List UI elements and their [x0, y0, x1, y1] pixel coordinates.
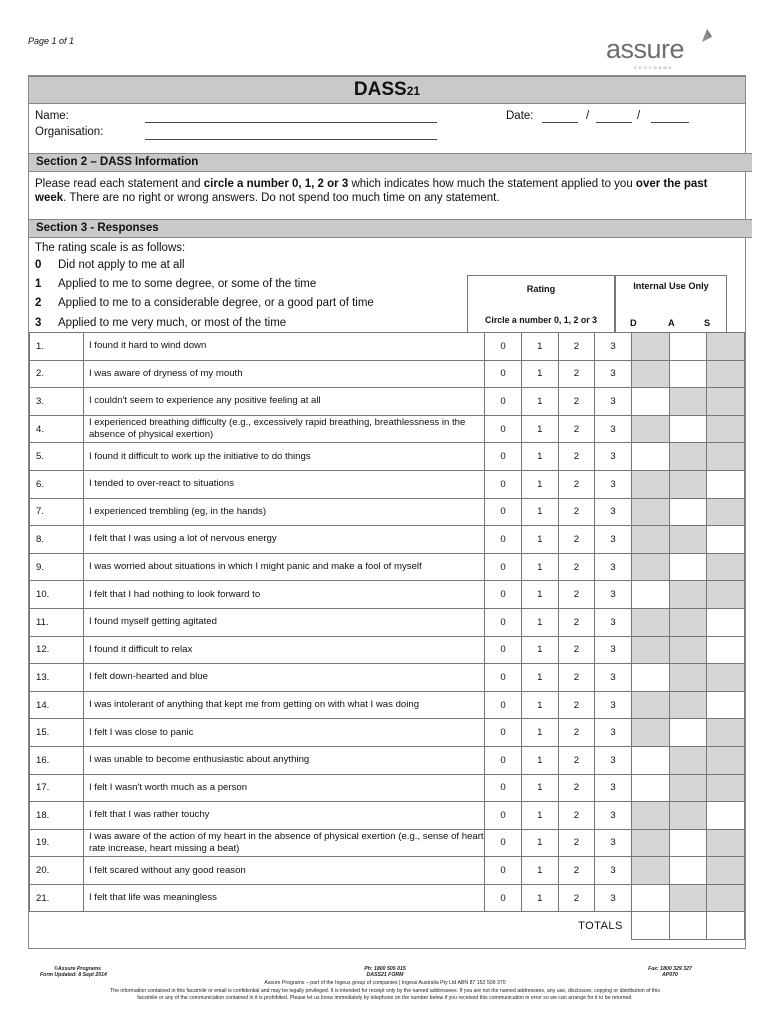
rating-header: Rating Circle a number 0, 1, 2 or 3	[467, 275, 615, 333]
internal-use-cell-s	[707, 857, 745, 885]
internal-use-cell-a	[669, 884, 707, 912]
item-number: 20.	[30, 857, 84, 885]
rating-option-0[interactable]: 0	[485, 360, 522, 388]
date-month-input[interactable]	[596, 122, 632, 123]
table-row	[30, 333, 745, 361]
item-number: 21.	[30, 884, 84, 912]
rating-option-1[interactable]: 1	[521, 498, 558, 526]
table-row	[30, 470, 745, 498]
name-label: Name:	[35, 110, 69, 122]
rating-option-1[interactable]: 1	[521, 443, 558, 471]
rating-option-3[interactable]: 3	[595, 470, 632, 498]
table-row	[30, 719, 745, 747]
totals-label: TOTALS	[578, 920, 623, 933]
internal-use-cell-a	[669, 333, 707, 361]
date-label: Date:	[506, 110, 534, 122]
internal-use-cell-d	[631, 636, 669, 664]
rating-option-2[interactable]: 2	[558, 581, 595, 609]
rating-option-0[interactable]: 0	[485, 443, 522, 471]
item-number: 2.	[30, 360, 84, 388]
rating-option-2[interactable]: 2	[558, 719, 595, 747]
rating-option-2[interactable]: 2	[558, 664, 595, 692]
rating-option-3[interactable]: 3	[595, 526, 632, 554]
item-statement: I felt scared without any good reason	[83, 857, 484, 885]
internal-use-cell-a	[669, 829, 707, 857]
internal-use-cell-d	[631, 857, 669, 885]
rating-option-3[interactable]: 3	[595, 884, 632, 912]
internal-use-cell-s	[707, 802, 745, 830]
internal-use-cell-s	[707, 415, 745, 443]
item-statement: I was unable to become enthusiastic about anything	[83, 746, 484, 774]
internal-use-cell-a	[669, 526, 707, 554]
scale-item-2: 2 Applied to me to a considerable degree, or a good part of time	[35, 297, 374, 309]
item-statement: I was worried about situations in which I might panic and make a fool of myself	[83, 553, 484, 581]
rating-option-0[interactable]: 0	[485, 553, 522, 581]
rating-option-0[interactable]: 0	[485, 691, 522, 719]
responses-table	[29, 332, 745, 940]
table-row	[30, 884, 745, 912]
rating-option-3[interactable]: 3	[595, 581, 632, 609]
internal-use-cell-d	[631, 691, 669, 719]
col-s: S	[704, 318, 711, 328]
table-row	[30, 746, 745, 774]
item-number: 4.	[30, 415, 84, 443]
rating-option-0[interactable]: 0	[485, 884, 522, 912]
internal-use-cell-a	[669, 719, 707, 747]
internal-use-cell-s	[707, 470, 745, 498]
rating-option-1[interactable]: 1	[521, 581, 558, 609]
total-cell-s	[707, 912, 745, 940]
internal-use-cell-a	[669, 498, 707, 526]
internal-use-cell-s	[707, 498, 745, 526]
internal-use-cell-d	[631, 608, 669, 636]
rating-option-2[interactable]: 2	[558, 636, 595, 664]
rating-option-1[interactable]: 1	[521, 802, 558, 830]
rating-option-1[interactable]: 1	[521, 774, 558, 802]
rating-option-2[interactable]: 2	[558, 608, 595, 636]
table-row	[30, 802, 745, 830]
table-row	[30, 553, 745, 581]
item-number: 16.	[30, 746, 84, 774]
item-statement: I couldn't seem to experience any positive feeling at all	[83, 388, 484, 416]
table-row	[30, 498, 745, 526]
internal-use-cell-d	[631, 774, 669, 802]
rating-option-3[interactable]: 3	[595, 443, 632, 471]
rating-option-2[interactable]: 2	[558, 526, 595, 554]
item-statement: I was aware of the action of my heart in the absence of physical exertion (e.g., sense of heart rate increase, heart missing a beat)	[83, 829, 484, 857]
organisation-input[interactable]	[145, 139, 437, 140]
internal-use-cell-s	[707, 774, 745, 802]
table-row	[30, 608, 745, 636]
rating-option-3[interactable]: 3	[595, 746, 632, 774]
rating-option-1[interactable]: 1	[521, 553, 558, 581]
rating-option-2[interactable]: 2	[558, 388, 595, 416]
rating-option-0[interactable]: 0	[485, 333, 522, 361]
item-number: 13.	[30, 664, 84, 692]
internal-use-cell-a	[669, 746, 707, 774]
rating-option-0[interactable]: 0	[485, 526, 522, 554]
table-row	[30, 388, 745, 416]
rating-option-1[interactable]: 1	[521, 388, 558, 416]
rating-option-2[interactable]: 2	[558, 443, 595, 471]
item-statement: I found it hard to wind down	[83, 333, 484, 361]
internal-use-cell-d	[631, 884, 669, 912]
logo-tagline: PROGRAMS	[634, 65, 674, 70]
rating-option-0[interactable]: 0	[485, 829, 522, 857]
rating-option-0[interactable]: 0	[485, 774, 522, 802]
internal-use-cell-s	[707, 884, 745, 912]
rating-option-0[interactable]: 0	[485, 636, 522, 664]
rating-option-0[interactable]: 0	[485, 746, 522, 774]
item-statement: I tended to over-react to situations	[83, 470, 484, 498]
rating-option-1[interactable]: 1	[521, 719, 558, 747]
name-input[interactable]	[145, 122, 437, 123]
rating-option-3[interactable]: 3	[595, 691, 632, 719]
rating-option-2[interactable]: 2	[558, 829, 595, 857]
table-row	[30, 636, 745, 664]
internal-use-cell-s	[707, 388, 745, 416]
rating-option-3[interactable]: 3	[595, 333, 632, 361]
internal-use-cell-s	[707, 691, 745, 719]
rating-option-2[interactable]: 2	[558, 774, 595, 802]
rating-option-3[interactable]: 3	[595, 360, 632, 388]
internal-use-cell-d	[631, 719, 669, 747]
internal-use-cell-a	[669, 636, 707, 664]
date-year-input[interactable]	[651, 122, 689, 123]
rating-option-0[interactable]: 0	[485, 608, 522, 636]
rating-option-2[interactable]: 2	[558, 470, 595, 498]
table-row	[30, 691, 745, 719]
internal-use-cell-a	[669, 415, 707, 443]
internal-use-cell-d	[631, 802, 669, 830]
internal-use-cell-s	[707, 333, 745, 361]
item-number: 18.	[30, 802, 84, 830]
leaf-icon	[700, 28, 714, 44]
internal-use-cell-d	[631, 388, 669, 416]
date-separator: /	[586, 110, 590, 122]
footer-company: Assure Programs – part of the Ingeus group of companies | Ingeus Australia Pty Ltd ABN 87 152 509 370	[264, 980, 506, 986]
rating-option-1[interactable]: 1	[521, 636, 558, 664]
internal-use-cell-d	[631, 581, 669, 609]
internal-use-header: Internal Use Only D A S	[615, 275, 727, 333]
internal-use-cell-s	[707, 636, 745, 664]
item-statement: I felt I was close to panic	[83, 719, 484, 747]
item-number: 6.	[30, 470, 84, 498]
rating-option-1[interactable]: 1	[521, 526, 558, 554]
internal-use-cell-d	[631, 664, 669, 692]
rating-option-3[interactable]: 3	[595, 802, 632, 830]
internal-use-cell-a	[669, 857, 707, 885]
section2-instructions: Please read each statement and circle a number 0, 1, 2 or 3 which indicates how much the statement applied to you over the past week. There are no right or wrong answers. Do not spend too much time on any statement.	[35, 178, 708, 204]
internal-use-cell-s	[707, 664, 745, 692]
table-row	[30, 829, 745, 857]
rating-option-3[interactable]: 3	[595, 857, 632, 885]
item-number: 10.	[30, 581, 84, 609]
rating-option-0[interactable]: 0	[485, 388, 522, 416]
rating-option-1[interactable]: 1	[521, 608, 558, 636]
rating-option-0[interactable]: 0	[485, 581, 522, 609]
scale-intro: The rating scale is as follows:	[35, 242, 186, 254]
rating-option-2[interactable]: 2	[558, 333, 595, 361]
rating-option-3[interactable]: 3	[595, 415, 632, 443]
total-cell-d	[631, 912, 669, 940]
section3-heading: Section 3 - Responses	[29, 219, 752, 238]
internal-use-cell-s	[707, 443, 745, 471]
item-number: 1.	[30, 333, 84, 361]
internal-use-cell-a	[669, 802, 707, 830]
rating-option-3[interactable]: 3	[595, 664, 632, 692]
internal-use-cell-a	[669, 691, 707, 719]
rating-option-0[interactable]: 0	[485, 719, 522, 747]
internal-use-cell-s	[707, 608, 745, 636]
rating-option-0[interactable]: 0	[485, 470, 522, 498]
rating-option-0[interactable]: 0	[485, 498, 522, 526]
rating-option-3[interactable]: 3	[595, 774, 632, 802]
item-statement: I experienced breathing difficulty (e.g., excessively rapid breathing, breathlessness in the absence of physical exertion)	[83, 415, 484, 443]
table-row	[30, 526, 745, 554]
organisation-label: Organisation:	[35, 126, 104, 138]
logo-wordmark: assure	[606, 34, 685, 64]
internal-use-cell-s	[707, 746, 745, 774]
footer-left: ©Assure Programs Form Updated: 8 Sept 2014	[40, 966, 107, 978]
rating-option-1[interactable]: 1	[521, 746, 558, 774]
internal-use-cell-s	[707, 553, 745, 581]
rating-option-1[interactable]: 1	[521, 333, 558, 361]
rating-option-3[interactable]: 3	[595, 829, 632, 857]
scale-item-1: 1 Applied to me to some degree, or some of the time	[35, 278, 317, 290]
internal-use-cell-a	[669, 470, 707, 498]
rating-option-3[interactable]: 3	[595, 719, 632, 747]
internal-use-cell-a	[669, 553, 707, 581]
footer-disclaimer-2: facsimile or any of the communication contained in it is prohibited. Please let us know immediately by telephone on the number below if you received this communication in error so we can arrange for it to be returned.	[137, 995, 633, 1001]
internal-use-cell-a	[669, 388, 707, 416]
item-statement: I felt that I was rather touchy	[83, 802, 484, 830]
internal-use-cell-a	[669, 664, 707, 692]
internal-use-cell-a	[669, 774, 707, 802]
internal-use-cell-d	[631, 443, 669, 471]
rating-option-1[interactable]: 1	[521, 691, 558, 719]
rating-option-3[interactable]: 3	[595, 498, 632, 526]
total-cell-a	[669, 912, 707, 940]
section2-heading: Section 2 – DASS Information	[29, 153, 752, 172]
page-number: Page 1 of 1	[28, 36, 75, 46]
item-statement: I was intolerant of anything that kept me from getting on with what I was doing	[83, 691, 484, 719]
footer-disclaimer-1: The information contained in this facsimile or email is confidential and may be legally privileged. It is intended for receipt only by the named addressees. If you are not the named addressees, any use, disclosure, copying or distribution of this	[110, 988, 660, 994]
internal-use-cell-s	[707, 581, 745, 609]
item-statement: I found it difficult to work up the initiative to do things	[83, 443, 484, 471]
rating-option-1[interactable]: 1	[521, 857, 558, 885]
item-statement: I felt down-hearted and blue	[83, 664, 484, 692]
rating-option-2[interactable]: 2	[558, 360, 595, 388]
rating-option-1[interactable]: 1	[521, 664, 558, 692]
item-statement: I felt I wasn't worth much as a person	[83, 774, 484, 802]
rating-option-3[interactable]: 3	[595, 608, 632, 636]
item-number: 9.	[30, 553, 84, 581]
rating-option-3[interactable]: 3	[595, 553, 632, 581]
footer-right: Fax: 1800 329 327 AP070	[648, 966, 692, 978]
internal-use-cell-a	[669, 608, 707, 636]
rating-option-1[interactable]: 1	[521, 884, 558, 912]
rating-option-2[interactable]: 2	[558, 746, 595, 774]
item-number: 19.	[30, 829, 84, 857]
internal-use-cell-s	[707, 719, 745, 747]
scale-item-0: 0 Did not apply to me at all	[35, 259, 185, 271]
internal-use-cell-d	[631, 498, 669, 526]
internal-use-cell-s	[707, 829, 745, 857]
footer-middle: Ph: 1800 505 015 DASS21 FORM	[364, 966, 406, 978]
date-separator: /	[637, 110, 641, 122]
rating-option-3[interactable]: 3	[595, 636, 632, 664]
rating-option-3[interactable]: 3	[595, 388, 632, 416]
internal-use-cell-s	[707, 360, 745, 388]
internal-use-cell-d	[631, 829, 669, 857]
internal-use-cell-d	[631, 526, 669, 554]
internal-use-cell-d	[631, 553, 669, 581]
form-frame	[28, 75, 746, 949]
table-row	[30, 360, 745, 388]
internal-use-cell-d	[631, 470, 669, 498]
table-row	[30, 857, 745, 885]
rating-option-2[interactable]: 2	[558, 691, 595, 719]
form-title: DASS21	[29, 76, 745, 104]
table-row	[30, 774, 745, 802]
rating-option-2[interactable]: 2	[558, 415, 595, 443]
internal-use-cell-s	[707, 526, 745, 554]
item-number: 17.	[30, 774, 84, 802]
item-statement: I found it difficult to relax	[83, 636, 484, 664]
table-row	[30, 664, 745, 692]
item-number: 5.	[30, 443, 84, 471]
rating-option-2[interactable]: 2	[558, 884, 595, 912]
item-statement: I found myself getting agitated	[83, 608, 484, 636]
item-number: 12.	[30, 636, 84, 664]
item-number: 14.	[30, 691, 84, 719]
item-statement: I felt that I was using a lot of nervous energy	[83, 526, 484, 554]
assure-logo	[606, 30, 716, 74]
rating-option-2[interactable]: 2	[558, 802, 595, 830]
item-number: 7.	[30, 498, 84, 526]
col-a: A	[668, 318, 675, 328]
scale-item-3: 3 Applied to me very much, or most of the time	[35, 317, 287, 329]
item-number: 15.	[30, 719, 84, 747]
item-statement: I was aware of dryness of my mouth	[83, 360, 484, 388]
item-statement: I experienced trembling (eg, in the hands)	[83, 498, 484, 526]
date-day-input[interactable]	[542, 122, 578, 123]
rating-option-0[interactable]: 0	[485, 664, 522, 692]
item-statement: I felt that life was meaningless	[83, 884, 484, 912]
rating-option-1[interactable]: 1	[521, 829, 558, 857]
table-row	[30, 415, 745, 443]
rating-option-2[interactable]: 2	[558, 553, 595, 581]
table-row	[30, 581, 745, 609]
rating-option-1[interactable]: 1	[521, 360, 558, 388]
rating-option-0[interactable]: 0	[485, 802, 522, 830]
internal-use-cell-d	[631, 360, 669, 388]
item-statement: I felt that I had nothing to look forward to	[83, 581, 484, 609]
internal-use-cell-d	[631, 746, 669, 774]
rating-option-1[interactable]: 1	[521, 470, 558, 498]
internal-use-cell-d	[631, 415, 669, 443]
col-d: D	[630, 318, 637, 328]
rating-option-1[interactable]: 1	[521, 415, 558, 443]
table-row	[30, 443, 745, 471]
internal-use-cell-d	[631, 333, 669, 361]
rating-option-2[interactable]: 2	[558, 498, 595, 526]
item-number: 11.	[30, 608, 84, 636]
internal-use-cell-a	[669, 581, 707, 609]
rating-option-0[interactable]: 0	[485, 415, 522, 443]
totals-row	[30, 912, 745, 940]
item-number: 8.	[30, 526, 84, 554]
rating-option-0[interactable]: 0	[485, 857, 522, 885]
internal-use-cell-a	[669, 443, 707, 471]
internal-use-cell-a	[669, 360, 707, 388]
rating-option-2[interactable]: 2	[558, 857, 595, 885]
item-number: 3.	[30, 388, 84, 416]
